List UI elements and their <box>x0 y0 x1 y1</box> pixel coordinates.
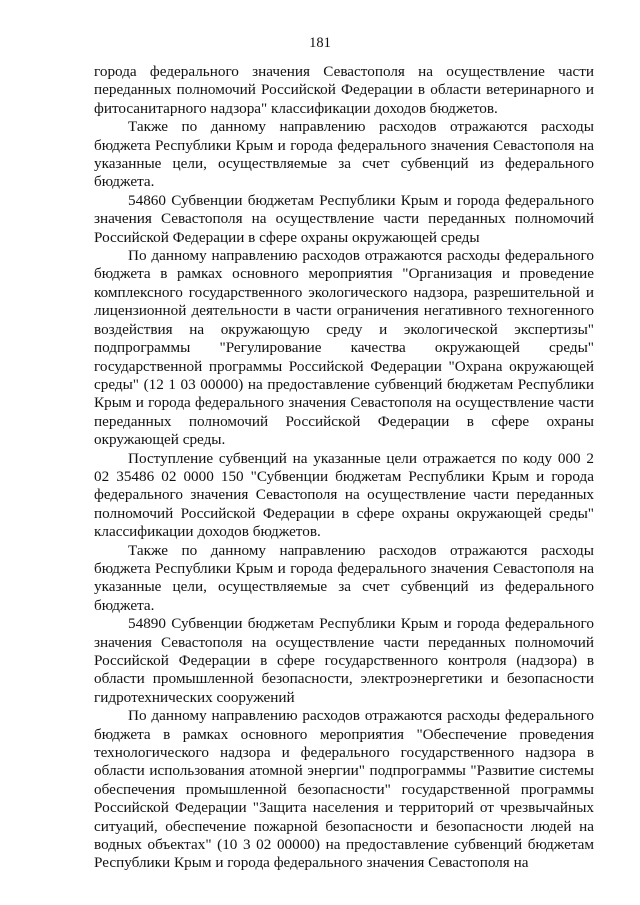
paragraph-continuation: города федерального значения Севастополя на осуществление части переданных полномочий Российской Федерации в области ветеринарного и фитосанитарного надзора" классификации доходов бюджетов. <box>94 63 594 117</box>
paragraph: По данному направлению расходов отражаются расходы федерального бюджета в рамках основного мероприятия "Организация и проведение комплексного государственного экологического надзора, разрешительной и лицензионной деятельности в части ограничения негативного техногенного воздействия на окружающую среду и экологической экспертизы" подпрограммы "Регулирование качества окружающей среды" государственной программы Российской Федерации "Охрана окружающей среды" (12 1 03 00000) на предоставление субвенций бюджетам Республики Крым и города федерального значения Севастополя на осуществление части переданных полномочий Российской Федерации в сфере охраны окружающей среды. <box>94 247 594 449</box>
paragraph: Поступление субвенций на указанные цели отражается по коду 000 2 02 35486 02 0000 150 "Субвенции бюджетам Республики Крым и города федерального значения Севастополя на осуществление части переданных полномочий Российской Федерации в сфере охраны окружающей среды" классификации доходов бюджетов. <box>94 449 594 541</box>
page-number: 181 <box>309 35 331 51</box>
section-heading-54890: 54890 Субвенции бюджетам Республики Крым и города федерального значения Севастополя на осуществление части переданных полномочий Российской Федерации в сфере государственного контроля (надзора) в области промышленной безопасности, электроэнергетики и безопасности гидротехнических сооружений <box>94 615 594 706</box>
body-text <box>94 63 594 873</box>
section-heading-54860: 54860 Субвенции бюджетам Республики Крым и города федерального значения Севастополя на осуществление части переданных полномочий Российской Федерации в сфере охраны окружающей среды <box>94 191 594 246</box>
paragraph: Также по данному направлению расходов отражаются расходы бюджета Республики Крым и города федерального значения Севастополя на указанные цели, осуществляемые за счет субвенций из федерального бюджета. <box>94 541 594 614</box>
paragraph: Также по данному направлению расходов отражаются расходы бюджета Республики Крым и города федерального значения Севастополя на указанные цели, осуществляемые за счет субвенций из федерального бюджета. <box>94 118 594 191</box>
paragraph: По данному направлению расходов отражаются расходы федерального бюджета в рамках основного мероприятия "Обеспечение проведения технологического надзора и федерального государственного надзора в области использования атомной энергии" подпрограммы "Развитие системы обеспечения промышленной безопасности" государственной программы Российской Федерации "Защита населения и территорий от чрезвычайных ситуаций, обеспечение пожарной безопасности и безопасности людей на водных объектах" (10 3 02 00000) на предоставление субвенций бюджетам Республики Крым и города федерального значения Севастополя на <box>94 707 594 872</box>
